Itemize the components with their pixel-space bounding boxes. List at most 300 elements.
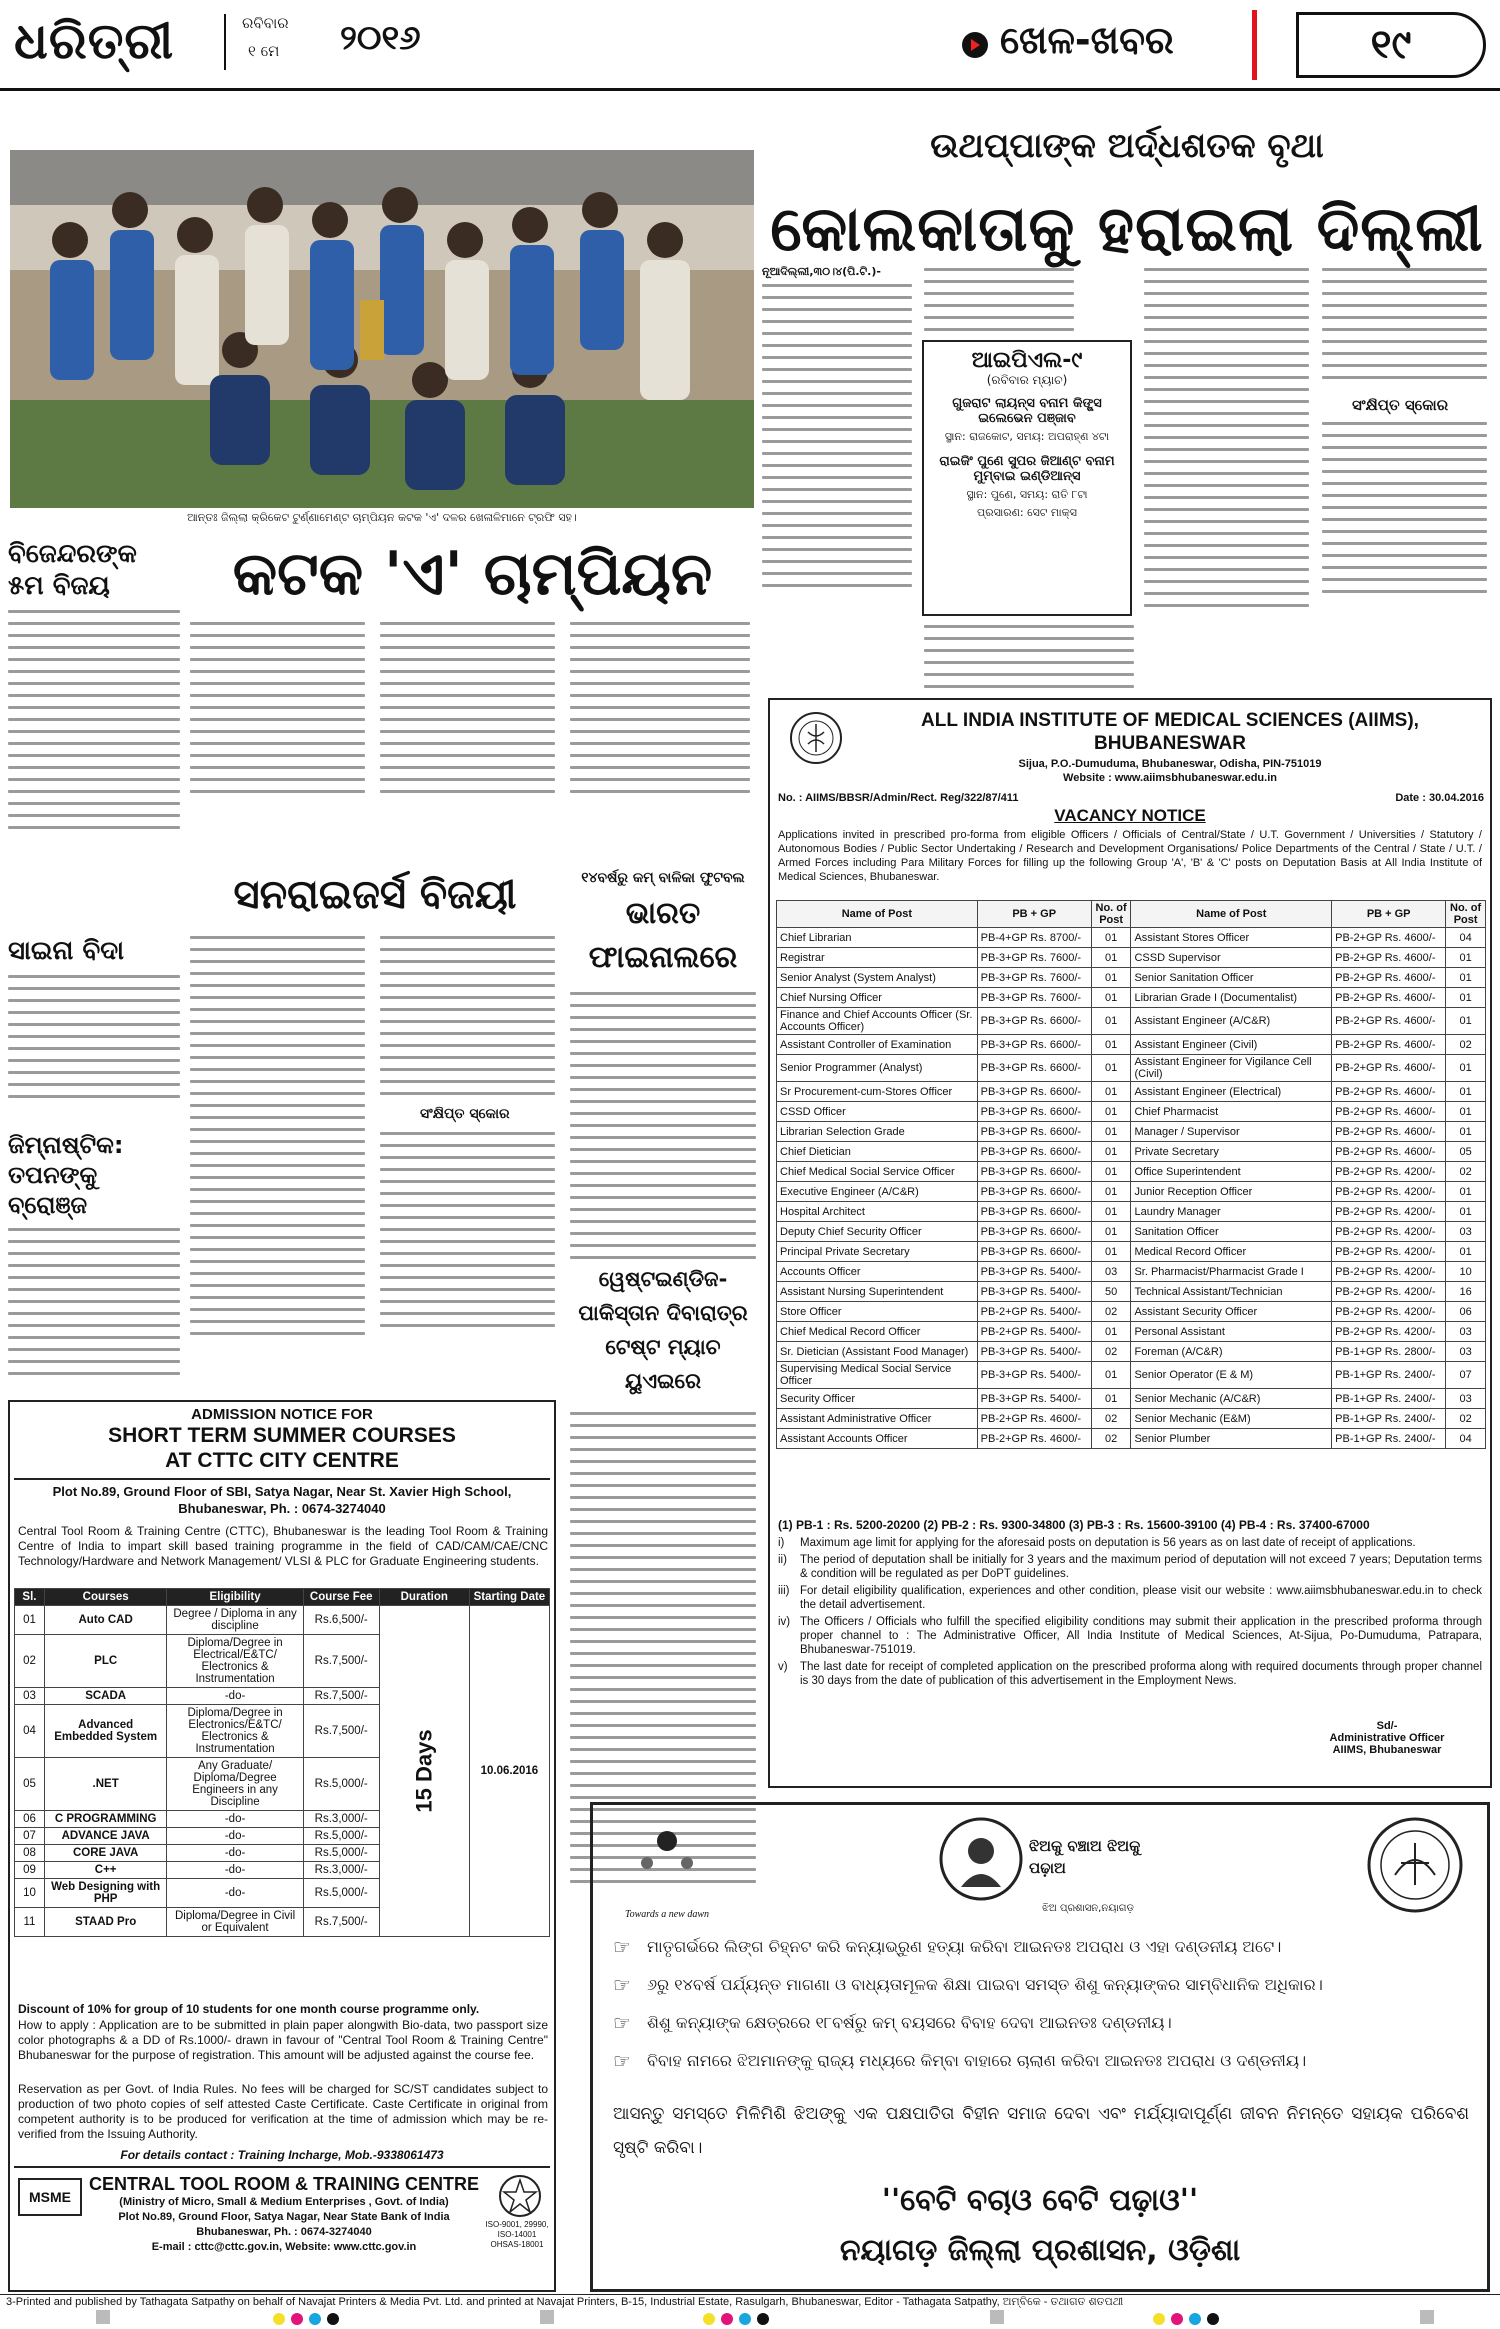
table-row	[777, 1409, 1486, 1429]
table-cell: -do-	[167, 1828, 303, 1845]
cttc-address1: Plot No.89, Ground Floor of SBI, Satya Nagar, Near St. Xavier High School,	[52, 1484, 512, 1499]
ipl-story	[762, 100, 1492, 700]
table-cell: Registrar	[777, 948, 978, 968]
cttc-header-cell: Course Fee	[303, 1589, 379, 1606]
beti-slogan: ''ବେଟି ବଚାଓ ବେଟି ପଢ଼ାଓ''	[881, 2183, 1199, 2218]
table-cell: Librarian Grade I (Documentalist)	[1131, 988, 1332, 1008]
beti-point	[613, 1937, 1473, 1957]
saina-headline: ସାଇନା ବିଦା	[8, 936, 125, 966]
table-cell: PB-1+GP Rs. 2400/-	[1332, 1362, 1446, 1389]
table-row	[15, 1606, 550, 1635]
aiims-note	[778, 1553, 1482, 1581]
table-cell: Junior Reception Officer	[1131, 1182, 1332, 1202]
table-cell: PB-2+GP Rs. 4600/-	[1332, 948, 1446, 968]
cttc-contact: For details contact : Training Incharge, Mob.-9338061473	[120, 2148, 444, 2162]
aiims-note-number: iii)	[778, 1585, 790, 1597]
table-cell: 09	[15, 1862, 45, 1879]
table-row	[777, 1082, 1486, 1102]
imprint-line: 3-Printed and published by Tathagata Satpathy on behalf of Navajat Printers & Media Pvt. Ltd. and printed at Navajat Printers, B-15, Industrial Estate, Rasulgarh, Bhubaneswar, Editor - Tathagata Satpathy, ଅମ୍ବିକେ - ତଥାଗତ ଶତପଥୀ	[6, 2296, 1124, 2308]
table-cell: PB-1+GP Rs. 2400/-	[1332, 1409, 1446, 1429]
table-cell: 07	[15, 1828, 45, 1845]
table-row	[777, 1142, 1486, 1162]
table-cell: Advanced Embedded System	[44, 1705, 166, 1758]
beti-point-text: ବିବାହ ନାମରେ ଝିଅମାନଙ୍କୁ ରାଜ୍ୟ ମଧ୍ୟରେ କିମ୍ବା ବାହାରେ ଚାଲାଣ କରିବା ଆଇନତଃ ଅପରାଧ ଓ ଦଣ୍ଡନୀୟ।	[647, 2051, 1307, 2070]
table-cell: Diploma/Degree in Civil or Equivalent	[167, 1908, 303, 1937]
table-cell: PB-3+GP Rs. 6600/-	[977, 1162, 1091, 1182]
table-cell: 04	[15, 1705, 45, 1758]
table-cell: 05	[1446, 1142, 1486, 1162]
table-cell: Assistant Accounts Officer	[777, 1429, 978, 1449]
table-row	[777, 1008, 1486, 1035]
table-row	[777, 1102, 1486, 1122]
table-cell: 03	[1091, 1262, 1131, 1282]
table-cell: 01	[1446, 1122, 1486, 1142]
table-header-cell: PB + GP	[977, 901, 1091, 928]
table-cell: Web Designing with PHP	[44, 1879, 166, 1908]
table-cell: 03	[1446, 1389, 1486, 1409]
table-cell: 05	[15, 1758, 45, 1811]
table-cell: Rs.5,000/-	[303, 1845, 379, 1862]
table-cell: -do-	[167, 1688, 303, 1705]
table-cell: 01	[1091, 1122, 1131, 1142]
table-cell: Sr. Pharmacist/Pharmacist Grade I	[1131, 1262, 1332, 1282]
table-cell: 01	[1091, 1008, 1131, 1035]
table-cell: PB-2+GP Rs. 4600/-	[1332, 988, 1446, 1008]
masthead-day: ରବିବାର	[242, 14, 289, 32]
table-cell: C PROGRAMMING	[44, 1811, 166, 1828]
table-row	[777, 1242, 1486, 1262]
aiims-note	[778, 1660, 1482, 1688]
aiims-intro: Applications invited in prescribed pro-forma from eligible Officers / Officials of Central/State / U.T. Government / Universities / Statutory / Autonomous Bodies / Public Sector Undertaking / Research and Development Organisations/ Police Departments of the Central / State / U.T. / Armed Forces including Para Military Forces for filling up the following Group 'A', 'B' & 'C' posts on Deputation Basis at All India Institute of Medical Sciences, Bhubaneswar.	[778, 829, 1482, 883]
table-cell: Any Graduate/ Diploma/Degree Engineers in any Discipline	[167, 1758, 303, 1811]
table-header-cell: Name of Post	[777, 901, 978, 928]
table-cell: 02	[15, 1635, 45, 1688]
table-cell: PB-3+GP Rs. 6600/-	[977, 1182, 1091, 1202]
beti-bachao-ad	[590, 1802, 1490, 2292]
aiims-note-text: The period of deputation shall be initially for 3 years and the maximum period of deputation will not exceed 7 years; Deputation terms & condition will be regulated as per DoPT guidelines.	[800, 1554, 1482, 1580]
table-cell: PB-2+GP Rs. 4600/-	[1332, 1035, 1446, 1055]
table-cell: Chief Pharmacist	[1131, 1102, 1332, 1122]
cttc-header-cell: Sl.	[15, 1589, 45, 1606]
table-cell: Assistant Security Officer	[1131, 1302, 1332, 1322]
table-cell: PB-3+GP Rs. 6600/-	[977, 1082, 1091, 1102]
cttc-course-table	[14, 1588, 550, 1937]
table-cell: Assistant Engineer (Civil)	[1131, 1035, 1332, 1055]
table-cell: 50	[1091, 1282, 1131, 1302]
hand-pointer-icon: ☞	[613, 1935, 631, 1959]
table-cell: 06	[15, 1811, 45, 1828]
table-cell: PB-3+GP Rs. 6600/-	[977, 1102, 1091, 1122]
beti-authority: ନୟାଗଡ଼ ଜିଲ୍ଲା ପ୍ରଶାସନ, ଓଡ଼ିଶା	[839, 2233, 1241, 2268]
cuttack-story	[190, 538, 755, 858]
cttc-footer-sub: (Ministry of Micro, Small & Medium Enterprises , Govt. of India)	[119, 2196, 449, 2208]
cttc-notice: ADMISSION NOTICE FOR	[191, 1406, 373, 1423]
aiims-note-text: For detail eligibility qualification, experiences and other condition, please visit our website : www.aiimsbhubaneswar.edu.in to check the detail advertisement.	[800, 1585, 1482, 1611]
table-cell: Assistant Engineer for Vigilance Cell (Civil)	[1131, 1055, 1332, 1082]
cuttack-headline: କଟକ 'ଏ' ଚାମ୍ପିୟନ	[232, 539, 713, 609]
table-cell: PB-2+GP Rs. 4200/-	[1332, 1302, 1446, 1322]
color-registration-marks	[0, 2310, 1500, 2324]
table-cell: 01	[1446, 1202, 1486, 1222]
aiims-sign-officer: Administrative Officer	[1329, 1732, 1445, 1744]
cttc-table-body	[15, 1606, 550, 1937]
table-cell: 06	[1446, 1302, 1486, 1322]
table-header-cell: No. of Post	[1091, 901, 1131, 928]
table-cell: Rs.6,500/-	[303, 1606, 379, 1635]
hand-pointer-icon: ☞	[613, 1973, 631, 1997]
table-cell: PB-2+GP Rs. 4600/-	[1332, 1122, 1446, 1142]
aiims-vacancy-table	[776, 900, 1486, 1449]
table-cell: Assistant Nursing Superintendent	[777, 1282, 978, 1302]
table-cell: Senior Mechanic (A/C&R)	[1131, 1389, 1332, 1409]
table-cell: -do-	[167, 1811, 303, 1828]
table-cell: 04	[1446, 1429, 1486, 1449]
table-row	[777, 1055, 1486, 1082]
aiims-notice-title: VACANCY NOTICE	[1054, 806, 1206, 825]
table-cell: Supervising Medical Social Service Officer	[777, 1362, 978, 1389]
aiims-signature	[1290, 1720, 1484, 1756]
table-cell: 01	[1446, 1008, 1486, 1035]
hand-pointer-icon: ☞	[613, 2011, 631, 2035]
cttc-duration-text: 15 Days	[411, 1729, 437, 1813]
table-cell: PB-2+GP Rs. 4200/-	[1332, 1222, 1446, 1242]
ipl-kicker: ଉଥପ୍ପାଙ୍କ ଅର୍ଦ୍ଧଶତକ ବୃଥା	[930, 126, 1324, 166]
table-cell: PB-3+GP Rs. 6600/-	[977, 1008, 1091, 1035]
ipl-match2: ରାଇଜିଂ ପୁଣେ ସୁପର ଜିଆଣ୍ଟ ବନାମ ମୁମ୍ବାଇ ଇଣ୍ଡିଆନ୍ସ	[939, 454, 1115, 484]
cttc-footer-addr2: Bhubaneswar, Ph. : 0674-3274040	[196, 2226, 372, 2238]
table-cell: CSSD Supervisor	[1131, 948, 1332, 968]
aiims-sign-sd: Sd/-	[1376, 1720, 1398, 1732]
page-number-tab	[1296, 12, 1486, 78]
table-cell: 01	[1091, 1182, 1131, 1202]
table-cell: Store Officer	[777, 1302, 978, 1322]
table-cell: PB-3+GP Rs. 6600/-	[977, 1055, 1091, 1082]
table-cell: Personal Assistant	[1131, 1322, 1332, 1342]
table-cell: PB-2+GP Rs. 4200/-	[1332, 1322, 1446, 1342]
cttc-admission-ad	[8, 1400, 556, 2292]
table-row	[777, 1202, 1486, 1222]
table-cell: 02	[1446, 1409, 1486, 1429]
ipl-schedule-box	[922, 340, 1132, 616]
table-row	[777, 1389, 1486, 1409]
cttc-footer	[14, 2166, 550, 2286]
table-cell: PB-1+GP Rs. 2400/-	[1332, 1429, 1446, 1449]
table-row	[777, 1162, 1486, 1182]
table-cell: PB-2+GP Rs. 4600/-	[977, 1409, 1091, 1429]
football-headline: ଭାରତ ଫାଇନାଲରେ	[588, 896, 738, 975]
table-cell: -do-	[167, 1862, 303, 1879]
table-cell: Chief Medical Social Service Officer	[777, 1162, 978, 1182]
gym-headline: ଜିମ୍ନାଷ୍ଟିକ: ତପନଙ୍କୁ ବ୍ରୋଞ୍ଜ	[8, 1131, 124, 1219]
table-cell: PB-2+GP Rs. 4600/-	[1332, 1102, 1446, 1122]
table-cell: Assistant Stores Officer	[1131, 928, 1332, 948]
beti-point	[613, 2013, 1473, 2033]
table-cell: Foreman (A/C&R)	[1131, 1342, 1332, 1362]
table-row	[777, 1322, 1486, 1342]
table-cell: 02	[1091, 1342, 1131, 1362]
aiims-title1: ALL INDIA INSTITUTE OF MEDICAL SCIENCES (AIIMS),	[921, 710, 1419, 731]
table-cell: 01	[1091, 1035, 1131, 1055]
cttc-footer-addr1: Plot No.89, Ground Floor, Satya Nagar, Near State Bank of India	[118, 2211, 450, 2223]
table-cell: PB-3+GP Rs. 6600/-	[977, 1222, 1091, 1242]
cttc-discount: Discount of 10% for group of 10 students for one month course programme only.	[18, 2002, 480, 2016]
cttc-how-to-apply: How to apply : Application are to be submitted in plain paper alongwith Bio-data, two passport size color photographs & a DD of Rs.1000/- drawn in favour of "Central Tool Room & Training Centre" Bhubaneswar for the purpose of registration. This amount will be adjusted against the course fee.	[18, 2018, 548, 2062]
table-cell: 03	[1446, 1322, 1486, 1342]
table-cell: Assistant Administrative Officer	[777, 1409, 978, 1429]
table-cell: 02	[1091, 1409, 1131, 1429]
table-cell: PB-3+GP Rs. 5400/-	[977, 1282, 1091, 1302]
table-cell: 10	[1446, 1262, 1486, 1282]
table-cell: 01	[1091, 1362, 1131, 1389]
table-cell: 01	[1091, 1082, 1131, 1102]
ipl-headline: କୋଲକାତାକୁ ହରାଇଲା ଦିଲ୍ଲୀ	[770, 192, 1484, 265]
beti-point-text: ମାତୃଗର୍ଭରେ ଲିଙ୍ଗ ଚିହ୍ନଟ କରି କନ୍ୟାଭ୍ରୁଣ ହତ୍ୟା କରିବା ଆଇନତଃ ଅପରାଧ ଓ ଏହା ଦଣ୍ଡନୀୟ ଅଟେ।	[647, 1937, 1282, 1956]
aiims-note	[778, 1536, 1482, 1550]
table-cell: PB-1+GP Rs. 2400/-	[1332, 1389, 1446, 1409]
table-cell: PB-2+GP Rs. 5400/-	[977, 1302, 1091, 1322]
table-cell: 01	[1446, 1055, 1486, 1082]
aiims-notes	[778, 1536, 1482, 1691]
table-cell: Manager / Supervisor	[1131, 1122, 1332, 1142]
table-row	[777, 988, 1486, 1008]
table-cell: Senior Analyst (System Analyst)	[777, 968, 978, 988]
table-cell: PB-3+GP Rs. 6600/-	[977, 1142, 1091, 1162]
cttc-table-header	[15, 1589, 550, 1606]
cttc-reservation: Reservation as per Govt. of India Rules. No fees will be charged for SC/ST candidates subject to production of two photo copies of self attested Caste Certificate. Caste Certificate in original from competent authority is to be produced for verification at the time of admission which may be re-verified from the Issuing Authority.	[18, 2082, 548, 2141]
test-story	[570, 1262, 756, 1882]
table-cell: 01	[1446, 988, 1486, 1008]
aiims-note-number: iv)	[778, 1616, 791, 1628]
ipl-match2-info: ସ୍ଥାନ: ପୁଣେ, ସମୟ: ରାତି ୮ଟା	[966, 488, 1088, 501]
table-cell: Senior Mechanic (E&M)	[1131, 1409, 1332, 1429]
table-cell: 10	[15, 1879, 45, 1908]
table-cell: PB-2+GP Rs. 4200/-	[1332, 1242, 1446, 1262]
table-cell: Rs.7,500/-	[303, 1635, 379, 1688]
table-cell: 01	[1091, 1162, 1131, 1182]
table-cell: Degree / Diploma in any discipline	[167, 1606, 303, 1635]
table-cell: Principal Private Secretary	[777, 1242, 978, 1262]
football-story	[570, 870, 756, 1270]
table-cell: 01	[1446, 948, 1486, 968]
ipl-match1-info: ସ୍ଥାନ: ରାଜକୋଟ, ସମୟ: ଅପରାହ୍ଣ ୪ଟା	[944, 430, 1110, 443]
table-cell: C++	[44, 1862, 166, 1879]
cttc-iso-text: ISO-9001, 29990, ISO-14001 OHSAS-18001	[485, 2220, 549, 2249]
table-cell: 02	[1091, 1429, 1131, 1449]
table-cell: Deputy Chief Security Officer	[777, 1222, 978, 1242]
aiims-logo-icon	[788, 710, 844, 766]
table-cell: 01	[1446, 1102, 1486, 1122]
table-row	[777, 1222, 1486, 1242]
table-cell: PB-3+GP Rs. 6600/-	[977, 1242, 1091, 1262]
cttc-title1: SHORT TERM SUMMER COURSES	[108, 1424, 456, 1447]
aiims-note-number: i)	[778, 1537, 785, 1549]
beti-points-list	[613, 1937, 1473, 2089]
aiims-website: Website : www.aiimsbhubaneswar.edu.in	[1063, 772, 1277, 784]
table-cell: Finance and Chief Accounts Officer (Sr. Accounts Officer)	[777, 1008, 978, 1035]
table-cell: PB-2+GP Rs. 4600/-	[1332, 1082, 1446, 1102]
beti-point-text: ୬ରୁ ୧୪ବର୍ଷ ପର୍ଯ୍ୟନ୍ତ ମାଗଣା ଓ ବାଧ୍ୟତାମୂଳକ ଶିକ୍ଷା ପାଇବା ସମସ୍ତ ଶିଶୁ କନ୍ୟାଙ୍କର ସାମ୍ବିଧାନିକ ଅଧିକାର।	[647, 1975, 1323, 1994]
table-cell: Executive Engineer (A/C&R)	[777, 1182, 978, 1202]
table-cell: 03	[1446, 1222, 1486, 1242]
table-cell: PB-2+GP Rs. 4200/-	[1332, 1182, 1446, 1202]
cttc-header-cell: Eligibility	[167, 1589, 303, 1606]
women-child-logo-icon	[627, 1823, 707, 1909]
cttc-intro: Central Tool Room & Training Centre (CTTC), Bhubaneswar is the leading Tool Room & Training Centre of India to impart skill based training programme in the field of CAD/CAM/CAE/CNC Technology/Hardware and Network Management/ VLSI & PLC for Graduate Engineering students.	[18, 1524, 548, 1568]
table-cell: SCADA	[44, 1688, 166, 1705]
table-cell: PB-2+GP Rs. 4600/-	[1332, 1142, 1446, 1162]
women-child-logo-caption: Towards a new dawn	[624, 1909, 709, 1920]
table-cell: 01	[1091, 1202, 1131, 1222]
section-title: ଖେଳ-ଖବର	[1000, 18, 1174, 62]
table-cell: PB-2+GP Rs. 4200/-	[1332, 1262, 1446, 1282]
ipl-score-text	[1322, 422, 1487, 602]
cttc-start-date: 10.06.2016	[469, 1606, 549, 1937]
sunrisers-headline: ସନରାଇଜର୍ସ ବିଜୟୀ	[233, 872, 517, 918]
table-row	[777, 1302, 1486, 1322]
aiims-note	[778, 1584, 1482, 1612]
table-cell: PB-3+GP Rs. 6600/-	[977, 1202, 1091, 1222]
team-photo-image	[10, 150, 754, 528]
table-cell: Rs.3,000/-	[303, 1811, 379, 1828]
table-cell: 01	[1446, 1082, 1486, 1102]
aiims-title2: BHUBANESWAR	[1094, 733, 1246, 754]
table-cell: 01	[1446, 968, 1486, 988]
table-cell: Hospital Architect	[777, 1202, 978, 1222]
ipl-dateline: ନୂଆଦିଲ୍ଲୀ,୩୦।୪(ପି.ଟି.)-	[762, 265, 881, 278]
table-cell: Rs.7,500/-	[303, 1688, 379, 1705]
table-cell: 07	[1446, 1362, 1486, 1389]
table-row	[777, 948, 1486, 968]
aiims-note-text: Maximum age limit for applying for the aforesaid posts on deputation is 56 years as on last date of receipt of applications.	[800, 1537, 1416, 1549]
table-row	[777, 1342, 1486, 1362]
aiims-note-number: ii)	[778, 1554, 787, 1566]
table-cell: PB-3+GP Rs. 5400/-	[977, 1342, 1091, 1362]
msme-logo-text: MSME	[29, 2189, 71, 2205]
table-cell: PB-3+GP Rs. 6600/-	[977, 1035, 1091, 1055]
table-cell: PB-3+GP Rs. 5400/-	[977, 1262, 1091, 1282]
table-cell: PB-2+GP Rs. 4600/-	[1332, 928, 1446, 948]
vijender-headline: ବିଜେନ୍ଦରଙ୍କ ୫ମ ବିଜୟ	[8, 539, 137, 601]
odisha-emblem-icon	[1365, 1815, 1465, 1915]
aiims-ref-no: No. : AIIMS/BBSR/Admin/Rect. Reg/322/87/411	[778, 792, 1019, 804]
table-cell: Rs.5,000/-	[303, 1879, 379, 1908]
table-cell: Private Secretary	[1131, 1142, 1332, 1162]
ipl-broadcast: ପ୍ରସାରଣ: ସେଟ ମାକ୍ସ	[977, 506, 1077, 519]
table-cell: PB-2+GP Rs. 4600/-	[1332, 1008, 1446, 1035]
table-cell: 01	[1091, 1055, 1131, 1082]
table-cell: Rs.3,000/-	[303, 1862, 379, 1879]
table-cell: 01	[1091, 968, 1131, 988]
page-number: ୧୯	[1370, 22, 1412, 68]
table-cell: Rs.5,000/-	[303, 1758, 379, 1811]
table-cell: PB-2+GP Rs. 5400/-	[977, 1322, 1091, 1342]
ipl-score-title: ସଂକ୍ଷିପ୍ତ ସ୍କୋର	[1352, 396, 1449, 414]
table-cell: Office Superintendent	[1131, 1162, 1332, 1182]
table-cell: PB-3+GP Rs. 6600/-	[977, 1122, 1091, 1142]
masthead-year: ୨୦୧୬	[340, 18, 421, 58]
table-cell: 01	[1091, 1222, 1131, 1242]
ipl-col1-text	[762, 284, 912, 596]
table-cell: PB-2+GP Rs. 4200/-	[1332, 1162, 1446, 1182]
table-row	[777, 1262, 1486, 1282]
table-cell: Chief Librarian	[777, 928, 978, 948]
table-cell: -do-	[167, 1879, 303, 1908]
ipl-box-sub: (ରବିବାର ମ୍ୟାଚ)	[986, 373, 1068, 387]
football-kicker: ୧୪ବର୍ଷରୁ କମ୍ ବାଳିକା ଫୁଟବଲ	[581, 870, 745, 886]
table-cell: Accounts Officer	[777, 1262, 978, 1282]
table-row	[777, 1362, 1486, 1389]
section-red-bar	[1252, 10, 1257, 80]
table-cell: 01	[1091, 988, 1131, 1008]
table-cell: Security Officer	[777, 1389, 978, 1409]
table-cell: Librarian Selection Grade	[777, 1122, 978, 1142]
msme-logo	[18, 2178, 82, 2216]
table-cell: Rs.7,500/-	[303, 1908, 379, 1937]
cttc-header-cell: Starting Date	[469, 1589, 549, 1606]
aiims-sign-place: AIIMS, Bhubaneswar	[1332, 1744, 1442, 1756]
masthead-divider	[224, 14, 226, 70]
table-cell: 01	[1091, 1242, 1131, 1262]
table-cell: 03	[1446, 1342, 1486, 1362]
table-cell: 01	[1091, 928, 1131, 948]
table-row	[777, 1122, 1486, 1142]
girl-child-slogan: ଝିଅକୁ ବଞ୍ଚାଅ ଝିଅକୁ ପଢ଼ାଅ	[1029, 1837, 1141, 1877]
table-cell: 01	[1091, 1322, 1131, 1342]
aiims-table-body	[777, 928, 1486, 1449]
beti-point-text: ଶିଶୁ କନ୍ୟାଙ୍କ କ୍ଷେତ୍ରରେ ୧୮ବର୍ଷରୁ କମ୍ ବୟସରେ ବିବାହ ଦେବା ଆଇନତଃ ଦଣ୍ଡନୀୟ।	[647, 2013, 1172, 2032]
table-row	[777, 1182, 1486, 1202]
cttc-header-cell: Courses	[44, 1589, 166, 1606]
team-photo	[10, 150, 754, 528]
table-cell: 02	[1446, 1035, 1486, 1055]
table-cell: PB-3+GP Rs. 5400/-	[977, 1389, 1091, 1409]
table-cell: 01	[1446, 1182, 1486, 1202]
masthead-date: ୧ ମେ	[248, 42, 280, 60]
table-cell: PB-4+GP Rs. 8700/-	[977, 928, 1091, 948]
table-header-cell: No. of Post	[1446, 901, 1486, 928]
aiims-address: Sijua, P.O.-Dumuduma, Bhubaneswar, Odisha, PIN-751019	[1018, 758, 1322, 770]
table-cell: 03	[15, 1688, 45, 1705]
cttc-address2: Bhubaneswar, Ph. : 0674-3274040	[178, 1501, 386, 1516]
section-bullet-icon	[962, 32, 988, 58]
table-cell: Assistant Controller of Examination	[777, 1035, 978, 1055]
table-cell: -do-	[167, 1845, 303, 1862]
table-cell: Senior Operator (E & M)	[1131, 1362, 1332, 1389]
table-cell: Laundry Manager	[1131, 1202, 1332, 1222]
girl-child-logo-icon	[939, 1817, 1023, 1901]
cttc-duration	[379, 1606, 469, 1937]
cttc-header-cell: Duration	[379, 1589, 469, 1606]
hand-pointer-icon: ☞	[613, 2049, 631, 2073]
saina-brief	[8, 935, 180, 1107]
table-cell: 01	[15, 1606, 45, 1635]
aiims-note-text: The Officers / Officials who fulfill the specified eligibility conditions may submit their application in the prescribed proforma through proper channel to : The Administrative Officer, All India Institute of Medical Sciences, At-Sijua, Po-Dumuduma, Patrapara, Bhubaneswar-751019.	[800, 1616, 1482, 1656]
table-row	[777, 968, 1486, 988]
ipl-col4-text	[1322, 268, 1487, 388]
table-cell: PB-2+GP Rs. 4200/-	[1332, 1202, 1446, 1222]
table-cell: PB-2+GP Rs. 4600/-	[1332, 968, 1446, 988]
aiims-pay-note: (1) PB-1 : Rs. 5200-20200 (2) PB-2 : Rs. 9300-34800 (3) PB-3 : Rs. 15600-39100 (4) PB-4 : Rs. 37400-67000	[778, 1518, 1370, 1532]
table-cell: Technical Assistant/Technician	[1131, 1282, 1332, 1302]
ipl-col3-text	[1144, 268, 1309, 616]
table-cell: PB-2+GP Rs. 4200/-	[1332, 1282, 1446, 1302]
cttc-footer-title: CENTRAL TOOL ROOM & TRAINING CENTRE	[88, 2174, 479, 2194]
cttc-footer-web: E-mail : cttc@cttc.gov.in, Website: www.cttc.gov.in	[151, 2241, 417, 2253]
table-cell: Sanitation Officer	[1131, 1222, 1332, 1242]
table-row	[777, 1035, 1486, 1055]
photo-caption: ଆନ୍ତଃ ଜିଲ୍ଲା କ୍ରିକେଟ ଟୁର୍ଣ୍ଣାମେଣ୍ଟ ଚାମ୍ପିୟନ କଟକ 'ଏ' ଦଳର ଖେଳାଳିମାନେ ଟ୍ରଫି ସହ।	[10, 508, 754, 528]
table-cell: 02	[1446, 1162, 1486, 1182]
